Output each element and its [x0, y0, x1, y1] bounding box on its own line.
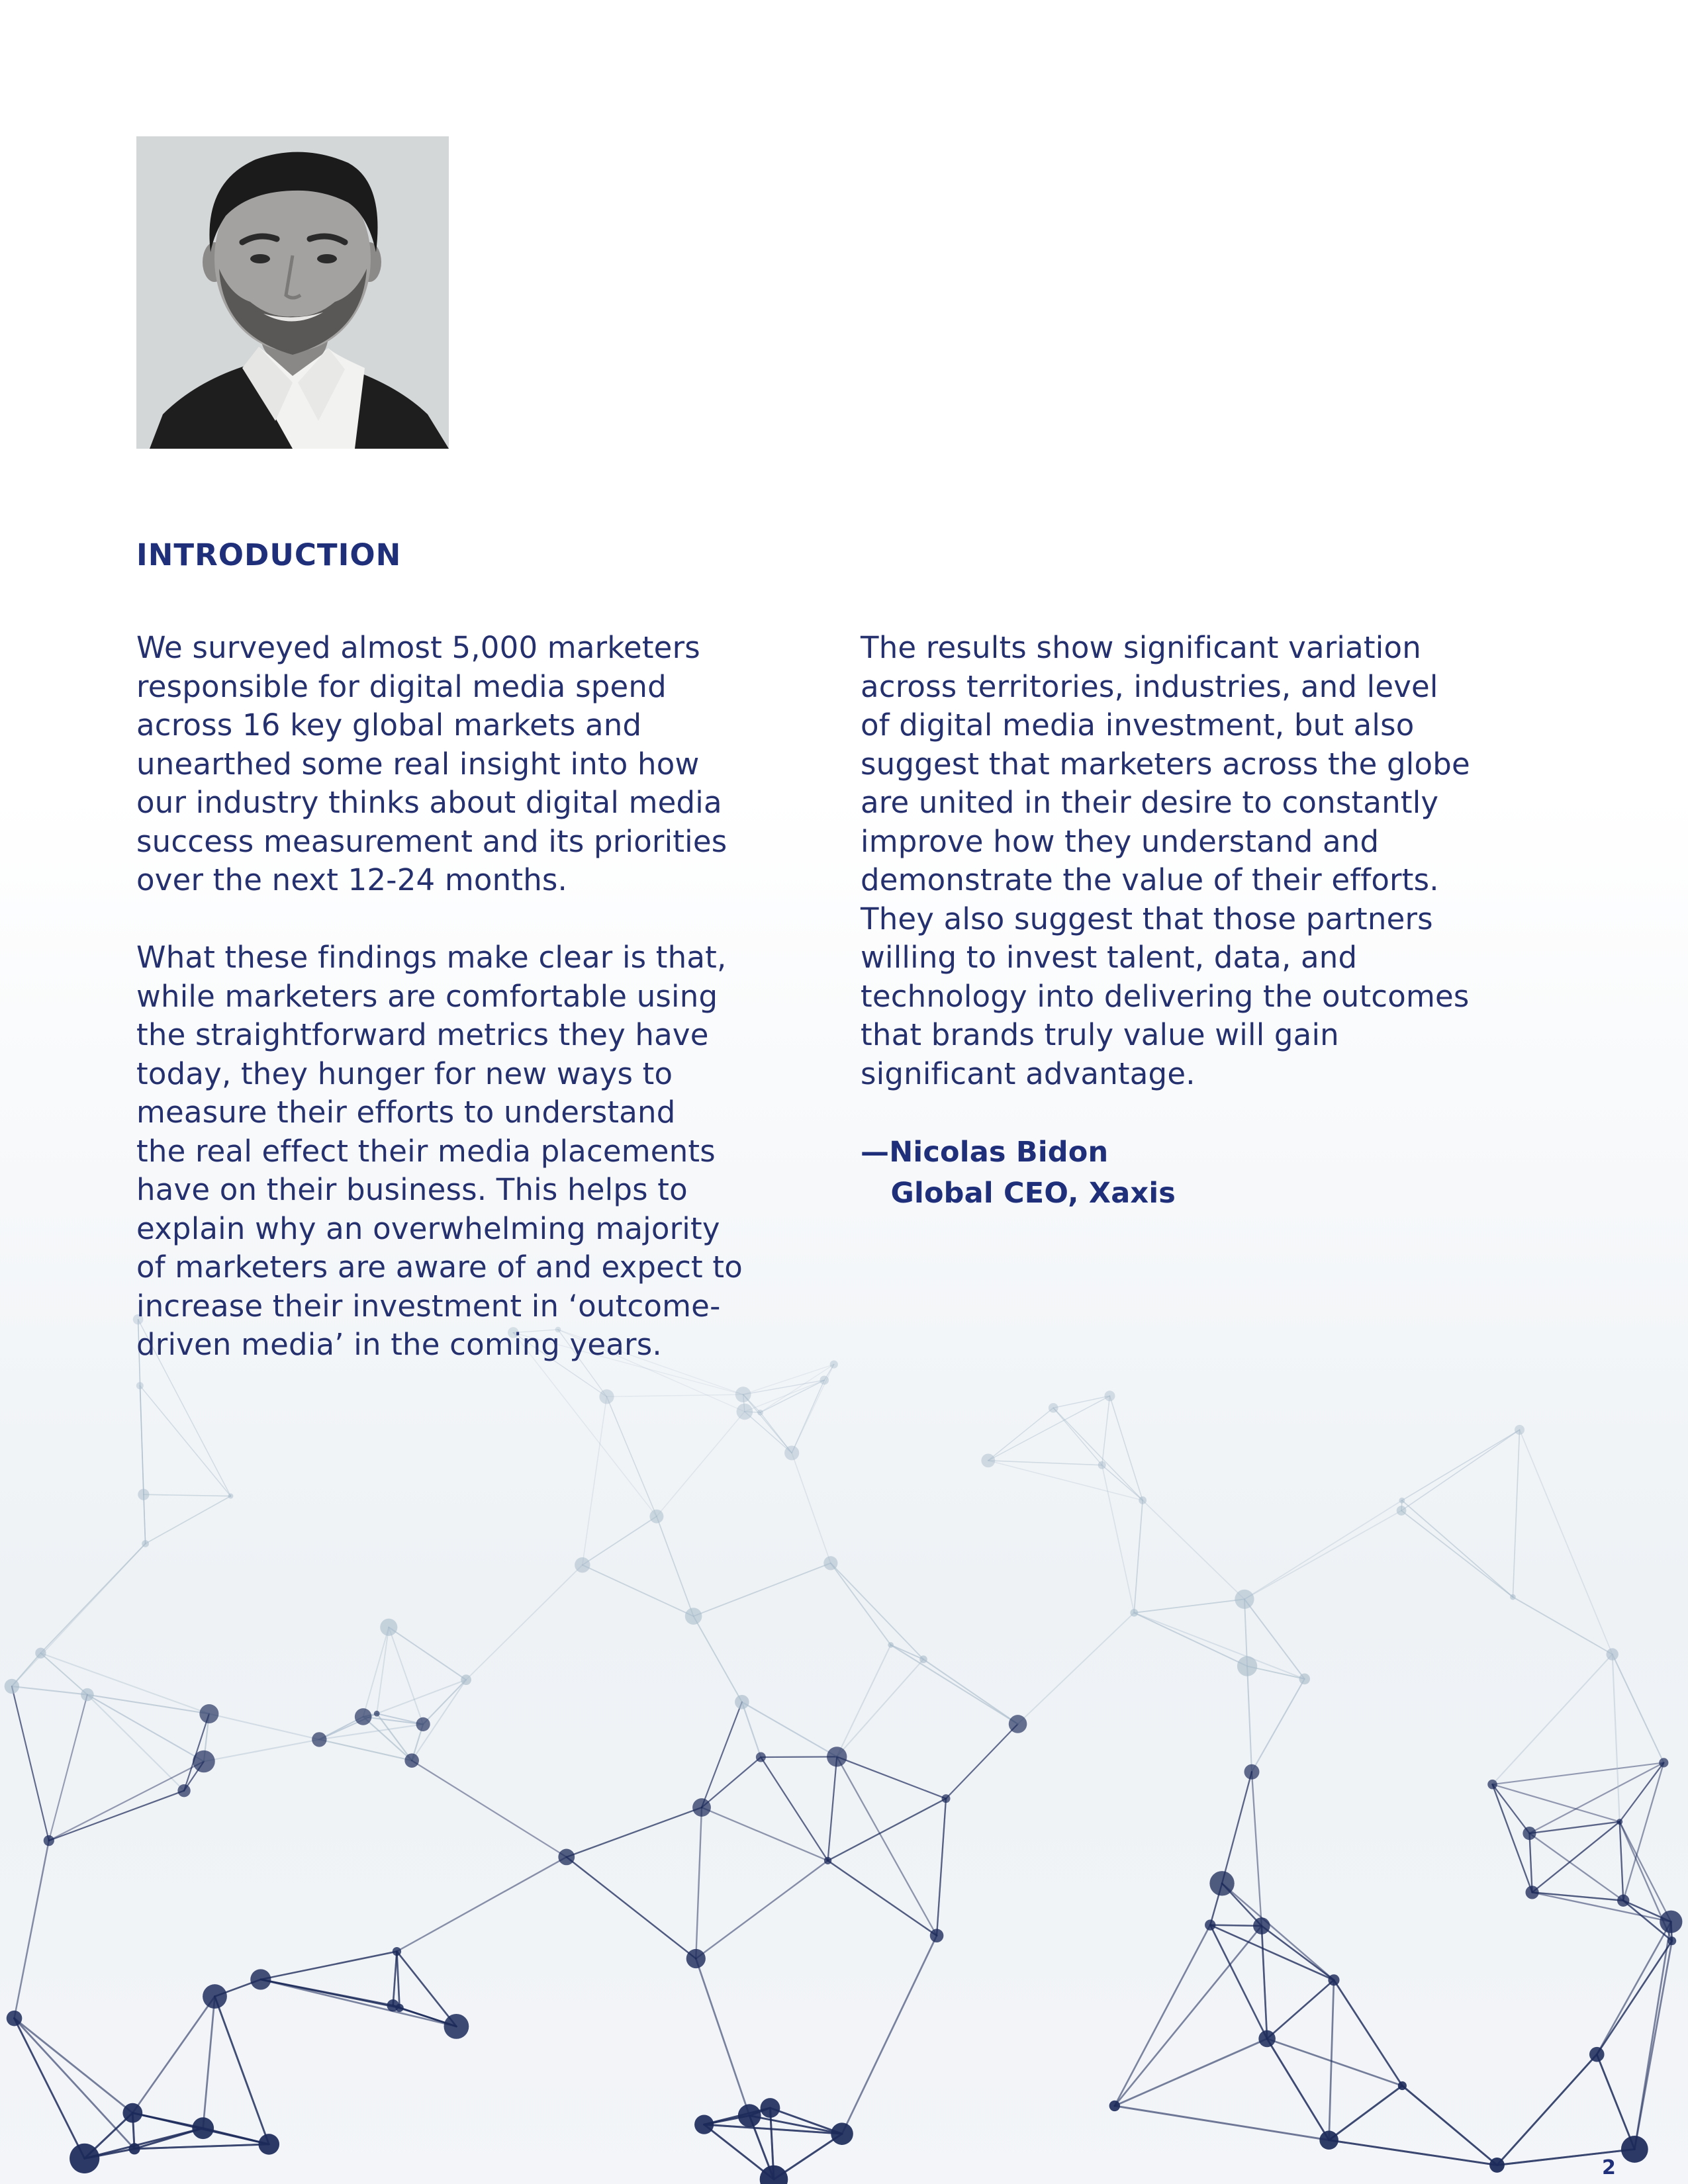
network-node: [312, 1732, 326, 1747]
network-node: [981, 1453, 995, 1467]
network-node: [820, 1376, 829, 1385]
network-node: [735, 1387, 751, 1402]
network-node: [1397, 1506, 1407, 1516]
signature-title: Global CEO, Xaxis: [861, 1177, 1176, 1210]
network-node: [5, 1679, 19, 1694]
left-column: [136, 629, 838, 1365]
network-node: [1258, 2030, 1276, 2048]
network-node: [575, 1557, 590, 1572]
signature: [861, 1132, 1575, 1214]
page-number: 2: [1602, 2156, 1616, 2179]
network-node: [250, 1969, 271, 1989]
network-node: [738, 2104, 761, 2127]
network-node: [1319, 2130, 1338, 2150]
network-node: [7, 2011, 23, 2026]
network-node: [1617, 1895, 1629, 1907]
intro-paragraph-2: What these findings make clear is that, while marketers are comfortable using the straightforward metrics they have today, they hunger for new ways to measure their efforts to understand the real effect their media placements have on their business. This helps to explain why an overwhelming majority of marketers are aware of and expect to increase their investment in ‘outcome- driven media’ in the coming years.: [136, 940, 743, 1362]
network-node: [930, 1929, 944, 1942]
network-node: [942, 1794, 951, 1803]
network-node: [142, 1540, 149, 1547]
network-node: [1244, 1764, 1259, 1780]
intro-paragraph-1: We surveyed almost 5,000 marketers responsible for digital media spend across 16 key global markets and unearthed some real insight into how our industry thinks about digital media success measurement and its priorities over the next 12-24 months.: [136, 630, 727, 897]
network-node: [1667, 1936, 1676, 1945]
network-node: [1104, 1390, 1115, 1401]
network-node: [1399, 1498, 1405, 1504]
network-node: [649, 1510, 663, 1524]
network-node: [1489, 2158, 1505, 2173]
network-node: [735, 1695, 749, 1709]
network-node: [1660, 1911, 1682, 1933]
network-node: [203, 1984, 227, 2009]
network-node: [756, 1752, 766, 1762]
network-node: [1237, 1656, 1257, 1676]
network-node: [1235, 1590, 1254, 1609]
network-node: [1109, 2101, 1120, 2111]
network-node: [1621, 2136, 1648, 2163]
network-node: [1139, 1496, 1147, 1504]
network-node: [1659, 1758, 1668, 1767]
network-node: [1589, 2047, 1605, 2062]
network-node: [461, 1674, 471, 1685]
network-node: [81, 1688, 94, 1702]
network-node: [1398, 2081, 1407, 2090]
network-graphic: [0, 1224, 1688, 2184]
network-node: [355, 1708, 372, 1725]
network-node: [1049, 1403, 1058, 1413]
network-node: [416, 1717, 430, 1731]
network-node: [199, 1704, 218, 1723]
network-node: [193, 1751, 215, 1773]
portrait-photo: [136, 136, 449, 449]
signature-name: —Nicolas Bidon: [861, 1136, 1109, 1169]
network-node: [685, 1608, 702, 1625]
network-node: [784, 1445, 799, 1460]
network-node: [831, 2122, 853, 2145]
network-node: [138, 1489, 149, 1500]
network-node: [757, 1410, 763, 1416]
network-node: [258, 2134, 279, 2155]
network-node: [35, 1648, 46, 1659]
network-node: [380, 1619, 397, 1636]
network-node: [1328, 1974, 1339, 1985]
network-node: [393, 1947, 401, 1956]
intro-paragraph-3: The results show significant variation across territories, industries, and level of digital media investment, but also suggest that marketers across the globe are united in their desire to constantly improve how they understand and demonstrate the value of their efforts. They also suggest that those partners willing to invest talent, data, and technology into delivering the outcomes that brands truly value will gain significant advantage.: [861, 630, 1470, 1091]
network-node: [1487, 1780, 1497, 1790]
network-node: [1515, 1425, 1524, 1435]
network-node: [823, 1556, 837, 1570]
network-node: [1130, 1609, 1138, 1617]
network-node: [1510, 1594, 1516, 1600]
network-node: [374, 1711, 380, 1717]
section-heading: INTRODUCTION: [136, 537, 402, 572]
network-node: [1607, 1648, 1618, 1660]
network-node: [827, 1747, 847, 1766]
right-column: [861, 629, 1575, 1214]
network-node: [1098, 1461, 1106, 1469]
network-node: [1205, 1919, 1215, 1930]
network-node: [177, 1784, 190, 1797]
network-node: [136, 1382, 144, 1389]
network-node: [824, 1857, 831, 1864]
network-node: [228, 1494, 233, 1499]
network-node: [1209, 1871, 1234, 1895]
network-node: [694, 2115, 714, 2134]
network-node: [44, 1835, 54, 1846]
network-node: [686, 1949, 706, 1968]
network-node: [404, 1753, 419, 1768]
network-node: [1523, 1827, 1536, 1840]
network-node: [1617, 1819, 1622, 1825]
network-node: [70, 2144, 99, 2173]
network-node: [387, 1999, 399, 2011]
network-node: [919, 1655, 927, 1663]
network-node: [761, 2098, 780, 2118]
network-node: [558, 1849, 575, 1866]
network-node: [1009, 1715, 1027, 1733]
network-node: [192, 2117, 214, 2139]
network-node: [692, 1798, 711, 1817]
network-node: [760, 2165, 788, 2184]
network-node: [128, 2143, 140, 2154]
network-node: [122, 2103, 142, 2123]
network-node: [888, 1642, 894, 1648]
network-node: [1253, 1917, 1270, 1934]
network-node: [1299, 1674, 1310, 1685]
network-node: [599, 1389, 614, 1404]
network-node: [737, 1404, 753, 1420]
network-node: [1525, 1886, 1538, 1899]
network-node: [444, 2014, 469, 2039]
